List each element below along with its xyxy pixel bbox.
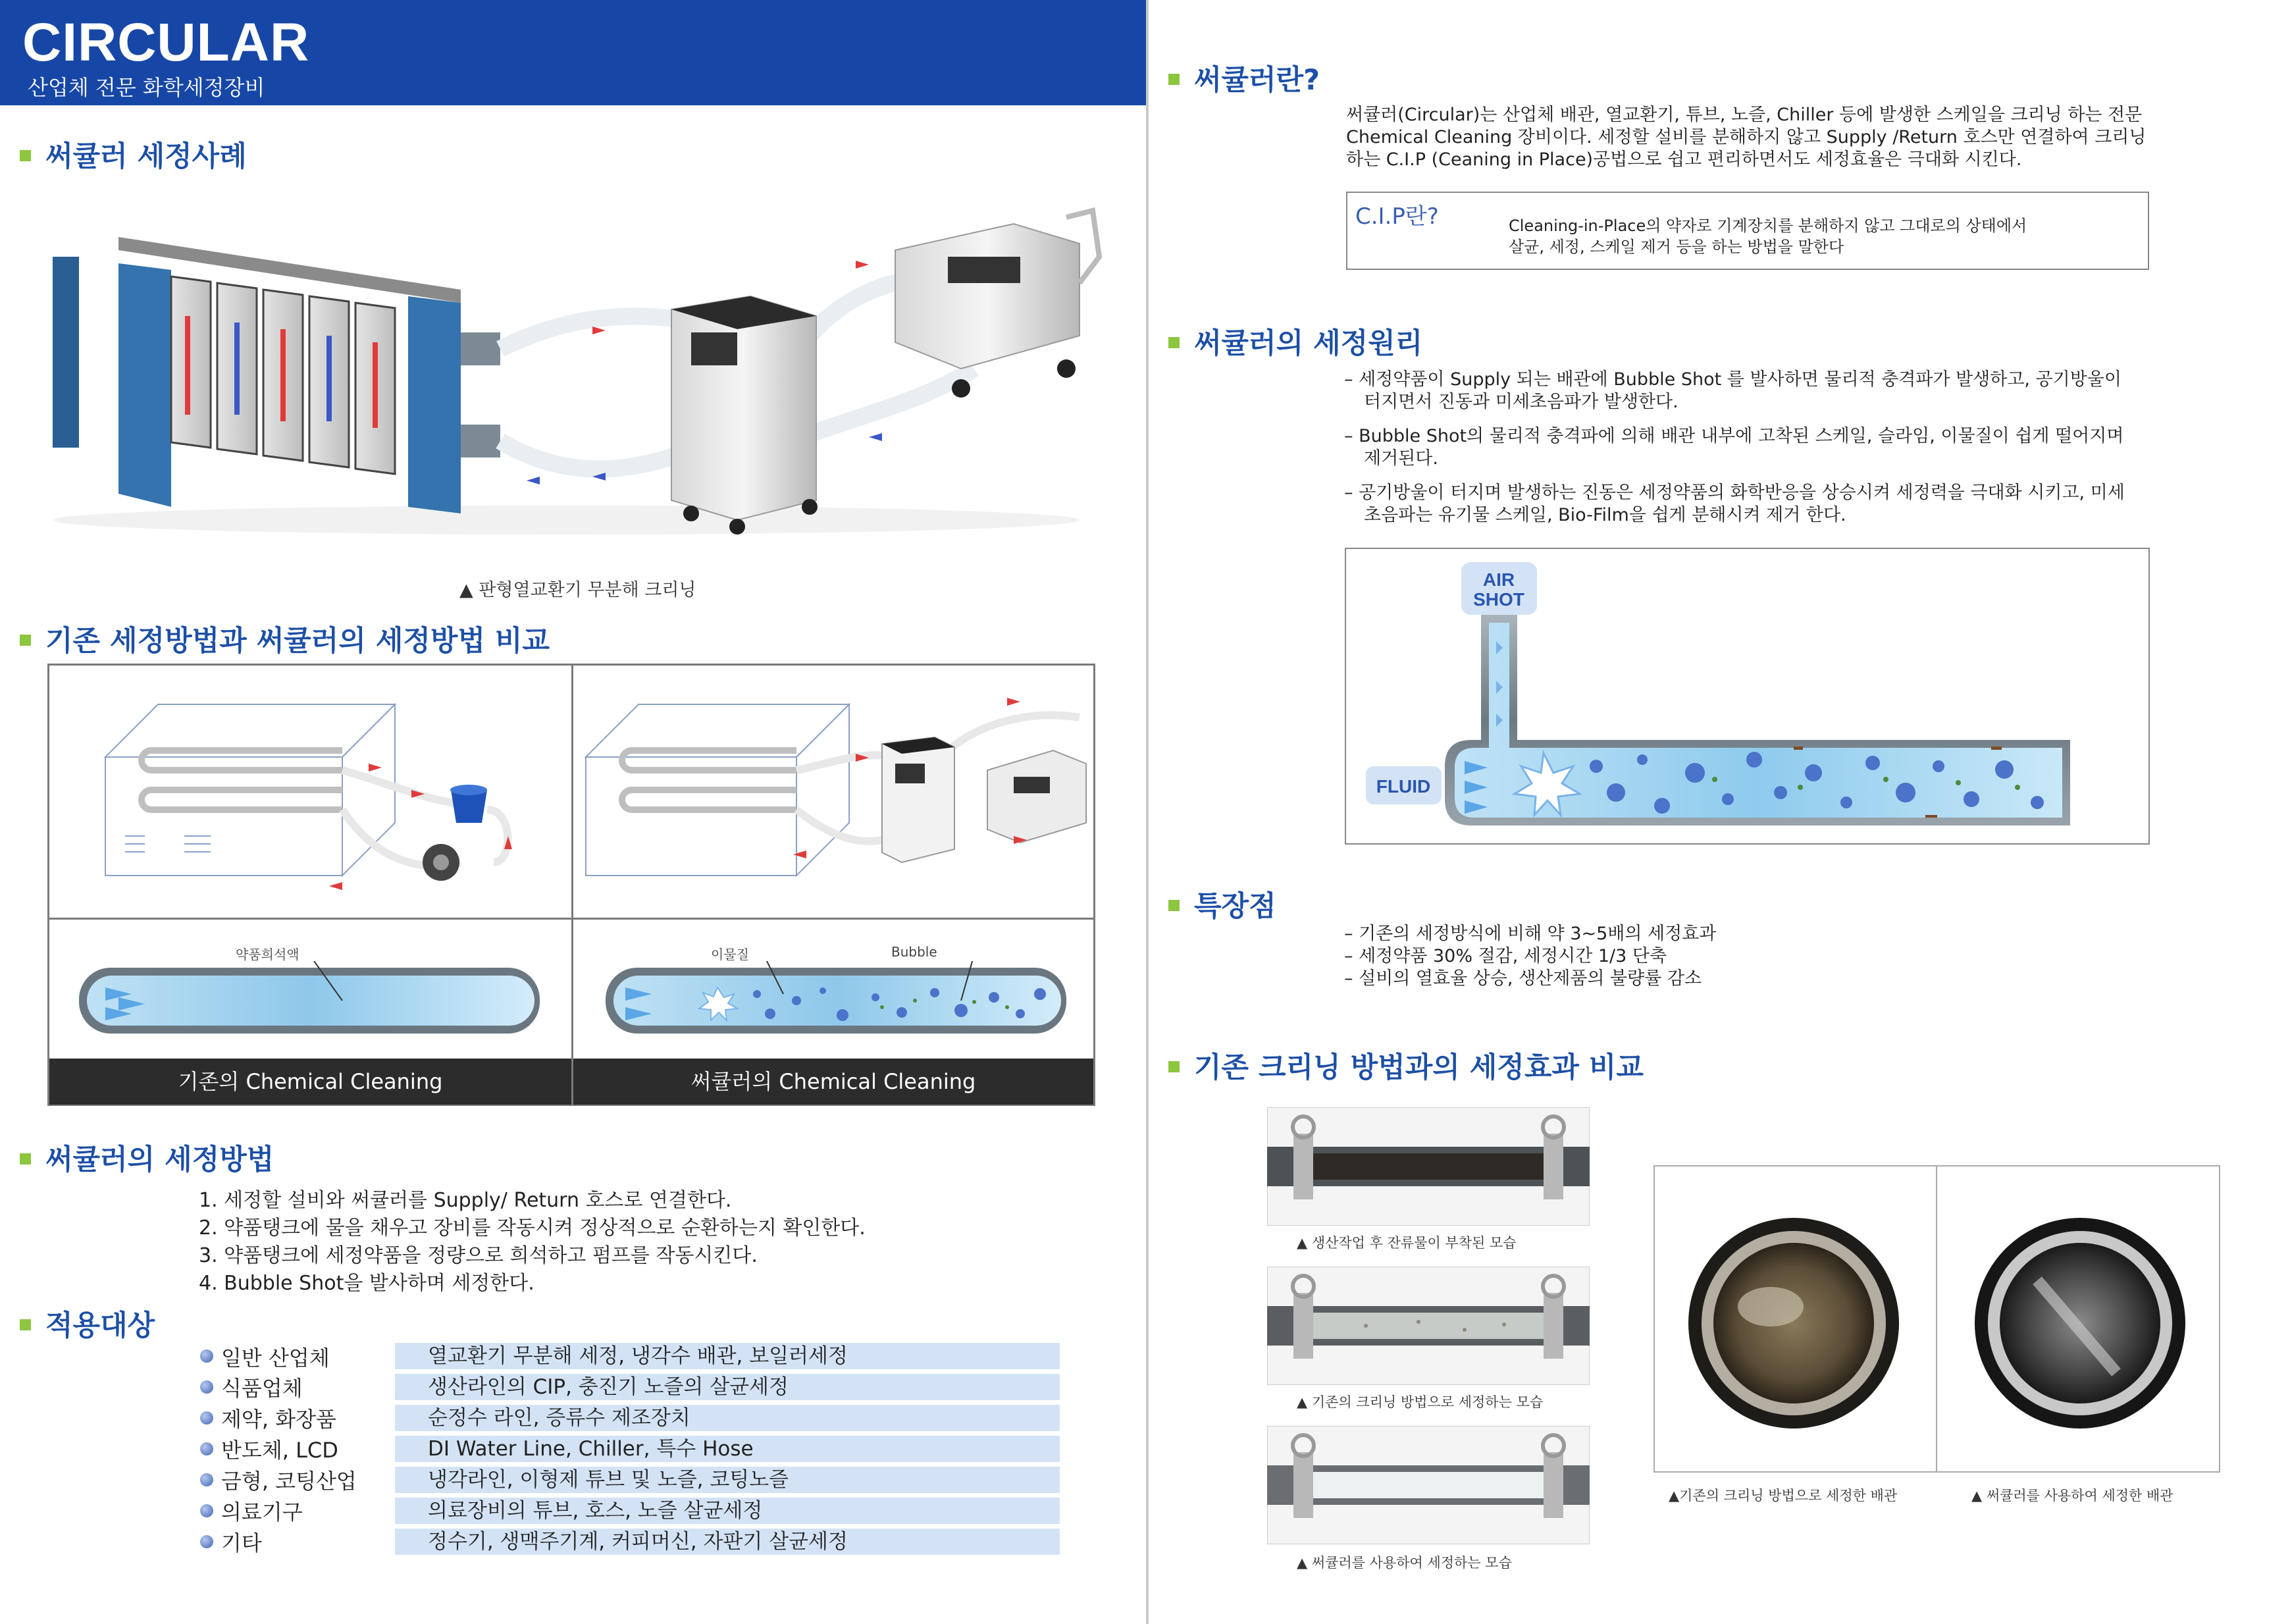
- bullet-icon: [200, 1442, 213, 1455]
- air-shot-label: AIR: [1482, 569, 1515, 590]
- bullet-icon: [200, 1473, 213, 1486]
- pipe-caption: ▲ 써큘러를 사용하여 세정한 배관: [1971, 1488, 2173, 1504]
- section-marker-icon: [20, 150, 31, 161]
- target-category: 의료기구: [221, 1500, 303, 1525]
- heat-exchanger-cleaning-illustration: [39, 197, 1106, 540]
- target-detail: DI Water Line, Chiller, 특수 Hose: [395, 1436, 1060, 1462]
- comparison-divider: [571, 664, 573, 1106]
- bullet-icon: [200, 1349, 213, 1363]
- cip-description: Cleaning-in-Place의 약자로 기계장치를 분해하지 않고 그대로의 상태에서 살균, 세정, 스케일 제거 등을 하는 방법을 말한다: [1509, 217, 2027, 256]
- comparison-section-title: 기존 세정방법과 써큘러의 세정방법 비교: [20, 619, 550, 659]
- target-section-title: 적용대상: [20, 1303, 155, 1344]
- bullet-icon: [200, 1535, 213, 1548]
- comparison-h-divider: [47, 918, 1095, 920]
- method-step: 4. Bubble Shot을 발사하며 세정한다.: [199, 1272, 534, 1295]
- conventional-cleaning-label: 기존의 Chemical Cleaning: [49, 1059, 571, 1105]
- section-marker-icon: [1168, 74, 1180, 85]
- method-section-title: 써큘러의 세정방법: [20, 1138, 274, 1178]
- principle-bullet: – 공기방울이 터지며 발생하는 진동은 세정약품의 화학반응을 상승시켜 세정력을 극대화 시키고, 미세 초음파는 유기물 스케일, Bio-Film을 쉽게 분해시켜 제거 한다.: [1344, 483, 2125, 525]
- section-marker-icon: [1168, 900, 1180, 911]
- method-step: 3. 약품탱크에 세정약품을 정량으로 희석하고 펌프를 작동시킨다.: [199, 1244, 758, 1267]
- section-marker-icon: [20, 1153, 31, 1165]
- method-step: 1. 세정할 설비와 써큘러를 Supply/ Return 호스로 연결한다.: [199, 1189, 732, 1212]
- circular-system-diagram: [579, 678, 1093, 902]
- case-section-title: 써큘러 세정사례: [20, 134, 247, 174]
- section-marker-icon: [1168, 337, 1180, 348]
- feature-bullet: – 설비의 열효율 상승, 생산제품의 불량률 감소: [1344, 968, 1702, 989]
- method-step: 2. 약품탱크에 물을 채우고 장비를 작동시켜 정상적으로 순환하는지 확인한다.: [199, 1217, 866, 1240]
- tube-caption: ▲ 써큘러를 사용하여 세정하는 모습: [1297, 1555, 1512, 1571]
- cip-title: C.I.P란?: [1355, 203, 1439, 230]
- bullet-icon: [200, 1380, 213, 1394]
- target-category: 금형, 코팅산업: [221, 1469, 357, 1494]
- circular-pipe-label-bubble: Bubble: [891, 944, 937, 960]
- feature-bullet: – 세정약품 30% 절감, 세정시간 1/3 단축: [1344, 946, 1667, 966]
- target-category: 기타: [221, 1531, 262, 1556]
- target-detail: 냉각라인, 이형제 튜브 및 노즐, 코팅노즐: [395, 1467, 1060, 1493]
- circular-pipe-diagram: [606, 961, 1066, 1040]
- brand-title: CIRCULAR: [22, 13, 310, 72]
- tube-photo-circular: [1267, 1426, 1590, 1544]
- pipe-caption: ▲기존의 크리닝 방법으로 세정한 배관: [1669, 1488, 1898, 1504]
- tube-photo-conventional: [1267, 1267, 1590, 1385]
- tube-photo-residue: [1267, 1107, 1590, 1226]
- circular-cleaning-label: 써큘러의 Chemical Cleaning: [573, 1059, 1093, 1105]
- target-detail: 의료장비의 튜브, 호스, 노즐 살균세정: [395, 1498, 1060, 1524]
- conventional-pipe-diagram: [79, 961, 540, 1040]
- target-category: 식품업체: [221, 1376, 303, 1401]
- bullet-icon: [200, 1411, 213, 1425]
- target-detail: 순정수 라인, 증류수 제조장치: [395, 1405, 1060, 1431]
- case-caption: ▲ 판형열교환기 무분해 크리닝: [459, 580, 696, 600]
- pipe-photos-divider: [1936, 1165, 1937, 1473]
- section-marker-icon: [20, 635, 31, 646]
- brand-subtitle: 산업체 전문 화학세정장비: [28, 75, 265, 100]
- circular-pipe-label-debris: 이물질: [711, 947, 749, 962]
- brand-band: [0, 0, 1146, 105]
- target-detail: 열교환기 무분해 세정, 냉각수 배관, 보일러세정: [395, 1343, 1060, 1369]
- pipe-photo-conventional: [1678, 1215, 1909, 1432]
- target-detail: 정수기, 생맥주기계, 커피머신, 자판기 살균세정: [395, 1529, 1060, 1555]
- tube-caption: ▲ 기존의 크리닝 방법으로 세정하는 모습: [1297, 1394, 1544, 1410]
- conventional-system-diagram: [92, 678, 553, 902]
- principle-bullet: – 세정약품이 Supply 되는 배관에 Bubble Shot 를 발사하면 물리적 충격파가 발생하고, 공기방울이 터지면서 진동과 미세초음파가 발생한다.: [1344, 369, 2122, 412]
- bullet-icon: [200, 1504, 213, 1517]
- principle-bullet: – Bubble Shot의 물리적 충격파에 의해 배관 내부에 고착된 스케일, 슬라임, 이물질이 쉽게 떨어지며 제거된다.: [1344, 426, 2124, 469]
- feature-bullet: – 기존의 세정방식에 비해 약 3~5배의 세정효과: [1344, 924, 1717, 944]
- air-shot-label-2: SHOT: [1473, 589, 1524, 610]
- pipe-photo-circular: [1965, 1215, 2195, 1432]
- about-paragraph: 써큘러(Circular)는 산업체 배관, 열교환기, 튜브, 노즐, Chiller 등에 발생한 스케일을 크리닝 하는 전문 Chemical Cleaning 장비이다. 세정할 설비를 분해하지 않고 Supply /Return 호스만 연결하여 크리닝 하는 C.I.P (Ceaning in Place)공법으로 쉽고 편리하면서도 세정효율은 극대화 시킨다.: [1346, 105, 2147, 170]
- section-marker-icon: [20, 1319, 31, 1330]
- conventional-pipe-label: 약품희석액: [236, 947, 299, 962]
- principle-section-title: 써큘러의 세정원리: [1168, 321, 1422, 361]
- section-marker-icon: [1168, 1061, 1180, 1072]
- target-category: 제약, 화장품: [221, 1407, 336, 1432]
- feature-section-title: 특장점: [1168, 884, 1276, 924]
- fluid-label: FLUID: [1376, 776, 1431, 797]
- target-category: 일반 산업체: [221, 1346, 330, 1371]
- target-detail: 생산라인의 CIP, 충진기 노즐의 살균세정: [395, 1374, 1060, 1400]
- tube-caption: ▲ 생산작업 후 잔류물이 부착된 모습: [1297, 1235, 1517, 1251]
- cip-definition-box: [1346, 192, 2149, 270]
- about-section-title: 써큘러란?: [1168, 58, 1320, 98]
- principle-diagram: [1346, 549, 2148, 843]
- target-category: 반도체, LCD: [221, 1438, 338, 1463]
- effect-section-title: 기존 크리닝 방법과의 세정효과 비교: [1168, 1045, 1644, 1086]
